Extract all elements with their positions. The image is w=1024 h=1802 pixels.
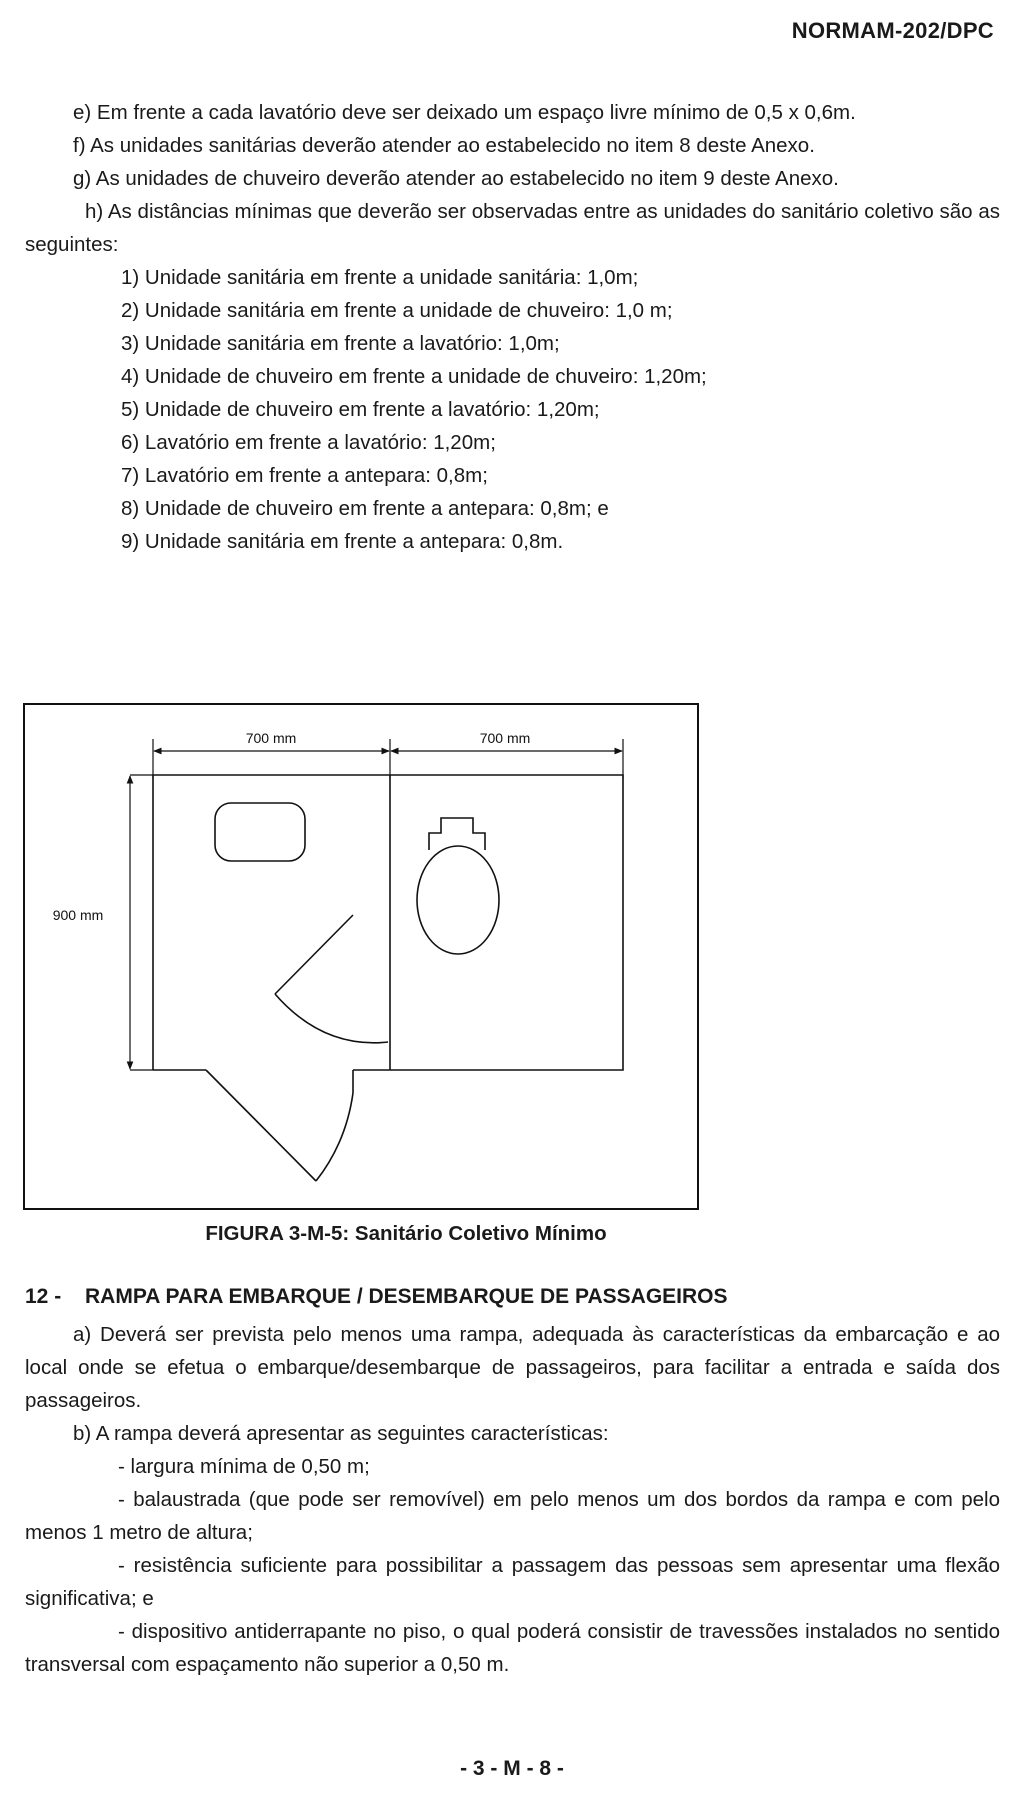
dimension-label-height: 900 mm [52, 907, 104, 923]
inner-door-leaf [275, 915, 353, 994]
toilet-bowl [417, 846, 499, 954]
ramp-feature-4: - dispositivo antiderrapante no piso, o qual poderá consistir de travessões instalados no sentido transversal com espaçamento não superior a 0,50 m. [25, 1620, 1000, 1676]
distance-item-3: 3) Unidade sanitária em frente a lavatório: 1,0m; [121, 332, 560, 355]
sanitary-floor-plan-figure [23, 703, 699, 1210]
entry-door-swing [316, 1093, 353, 1181]
figure-caption: FIGURA 3-M-5: Sanitário Coletivo Mínimo [205, 1222, 607, 1245]
inner-door-swing [275, 994, 388, 1043]
paragraph-g: g) As unidades de chuveiro deverão atender ao estabelecido no item 9 deste Anexo. [73, 167, 839, 190]
distance-item-2: 2) Unidade sanitária em frente a unidade de chuveiro: 1,0 m; [121, 299, 673, 322]
lavatory-basin [215, 803, 305, 861]
distance-item-6: 6) Lavatório em frente a lavatório: 1,20m; [121, 431, 496, 454]
outer-walls [153, 775, 623, 1070]
annex-items-block [25, 96, 1000, 558]
dimension-label-width-right: 700 mm [479, 730, 531, 746]
page-number: - 3 - M - 8 - [460, 1757, 564, 1780]
distance-item-1: 1) Unidade sanitária em frente a unidade sanitária: 1,0m; [121, 266, 639, 289]
paragraph-h: h) As distâncias mínimas que deverão ser observadas entre as unidades do sanitário coletivo são as seguintes: [25, 200, 1000, 256]
distance-item-9: 9) Unidade sanitária em frente a antepara: 0,8m. [121, 530, 564, 553]
distance-item-8: 8) Unidade de chuveiro em frente a antepara: 0,8m; e [121, 497, 609, 520]
ramp-requirements-block [25, 1318, 1000, 1681]
figure-frame [24, 704, 698, 1209]
section-12-heading [25, 1285, 728, 1309]
dimension-label-width-left: 700 mm [245, 730, 297, 746]
section-12-number: 12 - [25, 1285, 62, 1308]
paragraph-12a: a) Deverá ser prevista pelo menos uma rampa, adequada às características da embarcação e ao local onde se efetua o embarque/desembarque de passageiros, para facilitar a entrada e saída dos passageiros. [25, 1323, 1000, 1412]
ramp-feature-1: - largura mínima de 0,50 m; [118, 1455, 370, 1478]
ramp-feature-3: - resistência suficiente para possibilitar a passagem das pessoas sem apresentar uma flexão significativa; e [25, 1554, 1000, 1610]
ramp-feature-2: - balaustrada (que pode ser removível) em pelo menos um dos bordos da rampa e com pelo menos 1 metro de altura; [25, 1488, 1000, 1544]
paragraph-e: e) Em frente a cada lavatório deve ser deixado um espaço livre mínimo de 0,5 x 0,6m. [73, 101, 856, 124]
document-code-header: NORMAM-202/DPC [791, 18, 994, 43]
section-12-title: RAMPA PARA EMBARQUE / DESEMBARQUE DE PASSAGEIROS [85, 1285, 728, 1308]
distance-item-5: 5) Unidade de chuveiro em frente a lavatório: 1,20m; [121, 398, 600, 421]
paragraph-12b: b) A rampa deverá apresentar as seguintes características: [73, 1422, 609, 1445]
paragraph-f: f) As unidades sanitárias deverão atender ao estabelecido no item 8 deste Anexo. [73, 134, 815, 157]
distance-item-7: 7) Lavatório em frente a antepara: 0,8m; [121, 464, 488, 487]
toilet-tank [429, 818, 485, 850]
distance-item-4: 4) Unidade de chuveiro em frente a unidade de chuveiro: 1,20m; [121, 365, 707, 388]
entry-door-leaf [206, 1070, 316, 1181]
